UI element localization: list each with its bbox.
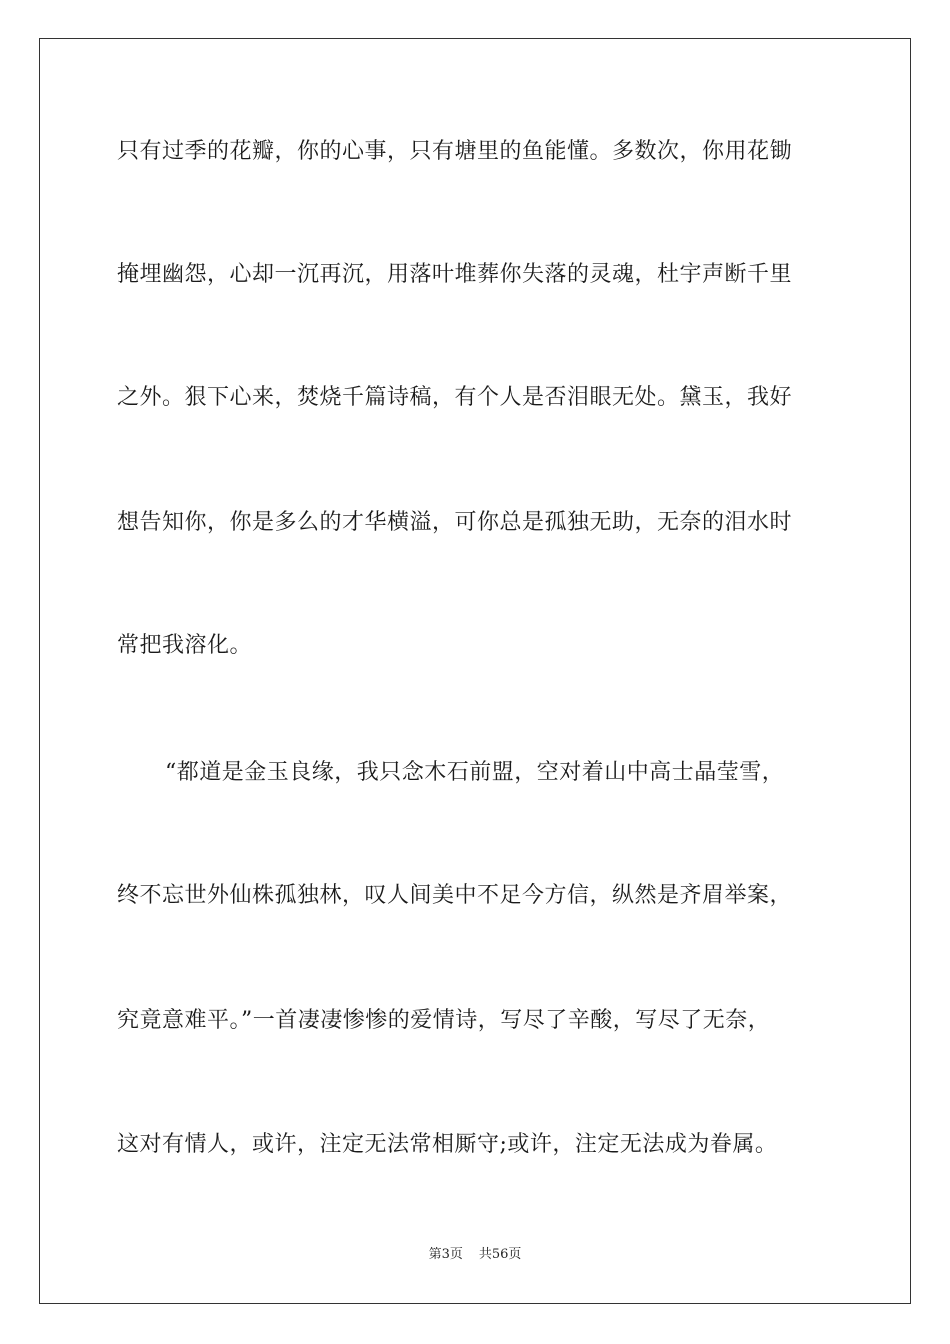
text-line: 终不忘世外仙株孤独林，叹人间美中不足今方信，纵然是齐眉举案，: [117, 883, 793, 908]
text-line: 这对有情人，或许，注定无法常相厮守;或许，注定无法成为眷属。: [117, 1132, 778, 1157]
text-line: 究竟意难平。”一首凄凄惨惨的爱情诗，写尽了辛酸，写尽了无奈，: [117, 1008, 771, 1033]
text-line: 只有过季的花瓣，你的心事，只有塘里的鱼能懂。多数次，你用花锄: [117, 139, 793, 164]
page-number: 第3页: [428, 1247, 463, 1262]
text-line: 常把我溶化。: [117, 633, 253, 658]
text-line: 掩埋幽怨，心却一沉再沉，用落叶堆葬你失落的灵魂，杜宇声断千里: [117, 262, 793, 287]
total-pages: 共56页: [478, 1247, 522, 1262]
text-line: 之外。狠下心来，焚烧千篇诗稿，有个人是否泪眼无处。黛玉，我好: [117, 385, 793, 410]
text-line: 想告知你，你是多么的才华横溢，可你总是孤独无助，无奈的泪水时: [117, 510, 793, 535]
page-footer: [0, 1246, 950, 1264]
page-border: [39, 38, 911, 1304]
paragraph-start-line: “都道是金玉良缘，我只念木石前盟，空对着山中高士晶莹雪，: [165, 760, 785, 785]
